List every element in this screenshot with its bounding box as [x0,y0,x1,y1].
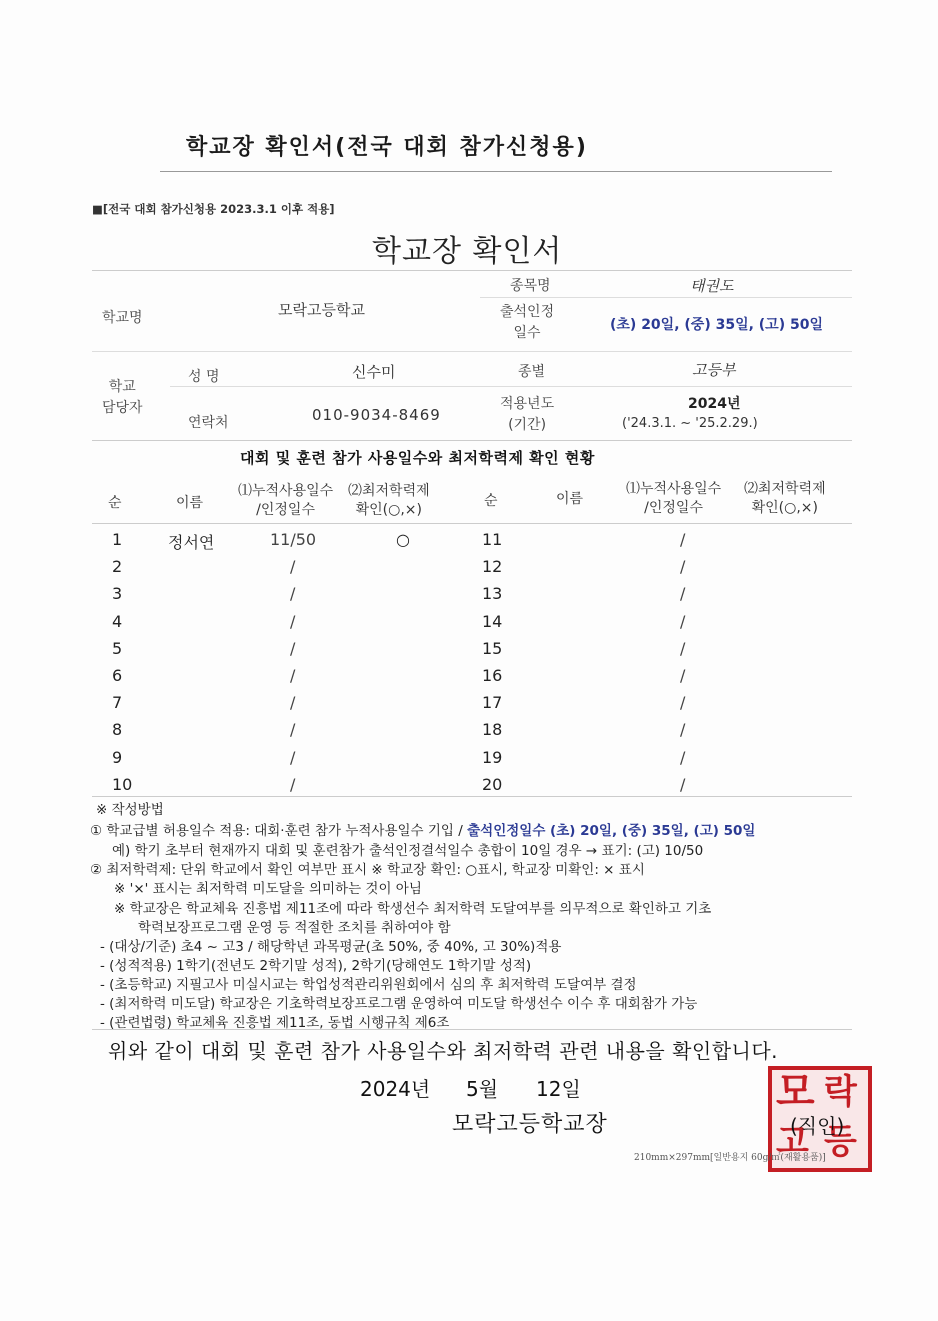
info-rule [92,351,852,352]
seal-char: 등 [824,1122,857,1162]
row-number: 19 [482,748,503,767]
notes-heading: ※ 작성방법 [96,802,164,818]
col-header-no: 순 [484,493,498,509]
row-number: 9 [112,748,123,767]
row-days: / [680,720,686,739]
year-label: 적용년도 (기간) [500,396,555,433]
info-bottom-rule [92,440,852,441]
row-days: / [290,666,296,685]
row-number: 18 [482,720,503,739]
row-days: / [290,693,296,712]
signer-name: 모락고등학교장 [452,1112,608,1137]
contact-label: 연락처 [188,415,229,431]
row-number: 3 [112,584,123,603]
row-days: / [680,666,686,685]
note-4-cont: 학력보장프로그램 운영 등 적절한 조치를 취하여야 함 [138,920,451,936]
staff-label: 학교 담당자 [102,379,143,416]
detail-3: - (초등학교) 지필고사 미실시교는 학업성적관리위원회에서 심의 후 최저학력 도달여부 결정 [100,977,637,993]
school-value: 모락고등학교 [278,301,365,319]
row-days: / [680,639,686,658]
paper-spec-note: 210mm×297mm[일반용지 60g/㎡(재활용품)] [634,1153,826,1163]
row-number: 4 [112,612,123,631]
col-header-days: ⑴누적사용일수 /인정일수 [626,481,722,516]
division-label: 종별 [518,364,546,380]
contact-value: 010-9034-8469 [312,406,441,424]
date-year: 2024년 [360,1077,431,1101]
row-days: 11/50 [270,530,317,549]
row-number: 17 [482,693,503,712]
year-value: 2024년 [688,396,741,412]
detail-4: - (최저학력 미도달) 학교장은 기초학력보장프로그램 운영하여 미도달 학생선수 이수 후 대회참가 가능 [100,996,698,1012]
notes-rule [92,796,852,797]
col-header-days: ⑴누적사용일수 /인정일수 [238,483,334,518]
row-number: 14 [482,612,503,631]
row-days: / [290,584,296,603]
row-number: 16 [482,666,503,685]
info-rule [480,297,852,298]
row-days: / [290,748,296,767]
row-number: 7 [112,693,123,712]
detail-1: - (대상/기준) 초4 ~ 고3 / 해당학년 과목평균(초 50%, 중 40%, 고 30%)적용 [100,939,562,955]
detail-5: - (관련법령) 학교체육 진흥법 제11조, 동법 시행규칙 제6조 [100,1015,450,1031]
date-month: 5월 [466,1077,499,1101]
note-1-highlight: 출석인정일수 (초) 20일, (중) 35일, (고) 50일 [467,823,756,839]
row-days: / [680,584,686,603]
row-number: 6 [112,666,123,685]
col-header-min: ⑵최저학력제 확인(○,×) [348,483,430,518]
row-number: 5 [112,639,123,658]
note-3: ※ '×' 표시는 최저학력 미도달을 의미하는 것이 아님 [114,881,422,897]
sport-label: 종목명 [510,278,551,294]
document-title: 학교장 확인서 [372,234,563,269]
col-header-name: 이름 [556,491,584,507]
col-header-name: 이름 [176,495,204,511]
row-days: / [680,693,686,712]
detail-2: - (성적적용) 1학기(전년도 2학기말 성적), 2학기(당해연도 1학기말 성적) [100,958,532,974]
row-days: / [680,775,686,794]
row-days: / [680,748,686,767]
page-title: 학교장 확인서(전국 대회 참가신청용) [186,135,588,160]
info-rule [170,386,852,387]
attendance-label: 출석인정 일수 [500,304,555,341]
date-day: 12일 [536,1077,581,1101]
row-days: / [680,557,686,576]
apply-note: ■[전국 대회 참가신청용 2023.3.1 이후 적용] [92,202,335,216]
row-min-check: ○ [396,530,410,549]
division-value: 고등부 [692,361,736,379]
row-days: / [290,720,296,739]
row-days: / [290,612,296,631]
note-2: ② 최저학력제: 단위 학교에서 확인 여부만 표시 ※ 학교장 확인: ○표시, 학교장 미확인: × 표시 [90,862,645,878]
row-number: 13 [482,584,503,603]
name-label: 성 명 [188,369,220,385]
confirmation-statement: 위와 같이 대회 및 훈련 참가 사용일수와 최저학력 관련 내용을 확인합니다. [108,1039,779,1063]
period-value: ('24.3.1. ~ '25.2.29.) [622,416,758,431]
row-days: / [680,612,686,631]
seal-char: 모 [776,1069,815,1115]
note-4: ※ 학교장은 학교체육 진흥법 제11조에 따라 학생선수 최저학력 도달여부를 의무적으로 확인하고 기초 [114,901,712,917]
note-1-example: 예) 학기 초부터 현재까지 대회 및 훈련참가 출석인정결석일수 총합이 10일 경우 → 표기: (고) 10/50 [112,843,704,859]
attendance-value: (초) 20일, (중) 35일, (고) 50일 [610,317,823,333]
row-name: 정서연 [168,533,215,552]
row-number: 15 [482,639,503,658]
sport-value: 태권도 [690,277,734,295]
col-header-no: 순 [108,495,122,511]
info-top-rule [92,270,852,271]
section-title: 대회 및 훈련 참가 사용일수와 최저학력제 확인 현황 [240,449,595,467]
row-number: 2 [112,557,123,576]
name-value: 신수미 [352,363,396,381]
notes-bottom-rule [92,1029,852,1030]
row-days: / [290,557,296,576]
seal-label: (직인) [790,1114,845,1138]
row-days: / [680,530,686,549]
note-1 [90,819,755,839]
seal-char: 고 [776,1122,809,1162]
row-number: 1 [112,530,123,549]
row-number: 20 [482,775,503,794]
row-days: / [290,775,296,794]
row-days: / [290,639,296,658]
col-header-min: ⑵최저학력제 확인(○,×) [744,481,826,516]
school-label: 학교명 [102,310,143,326]
row-number: 8 [112,720,123,739]
row-number: 12 [482,557,503,576]
table-header-rule [92,523,852,524]
divider [160,171,832,172]
row-number: 11 [482,530,503,549]
note-1-text: ① 학교급별 허용일수 적용: 대회·훈련 참가 누적사용일수 기입 / [90,823,468,839]
row-number: 10 [112,775,133,794]
seal-char: 락 [824,1072,857,1112]
